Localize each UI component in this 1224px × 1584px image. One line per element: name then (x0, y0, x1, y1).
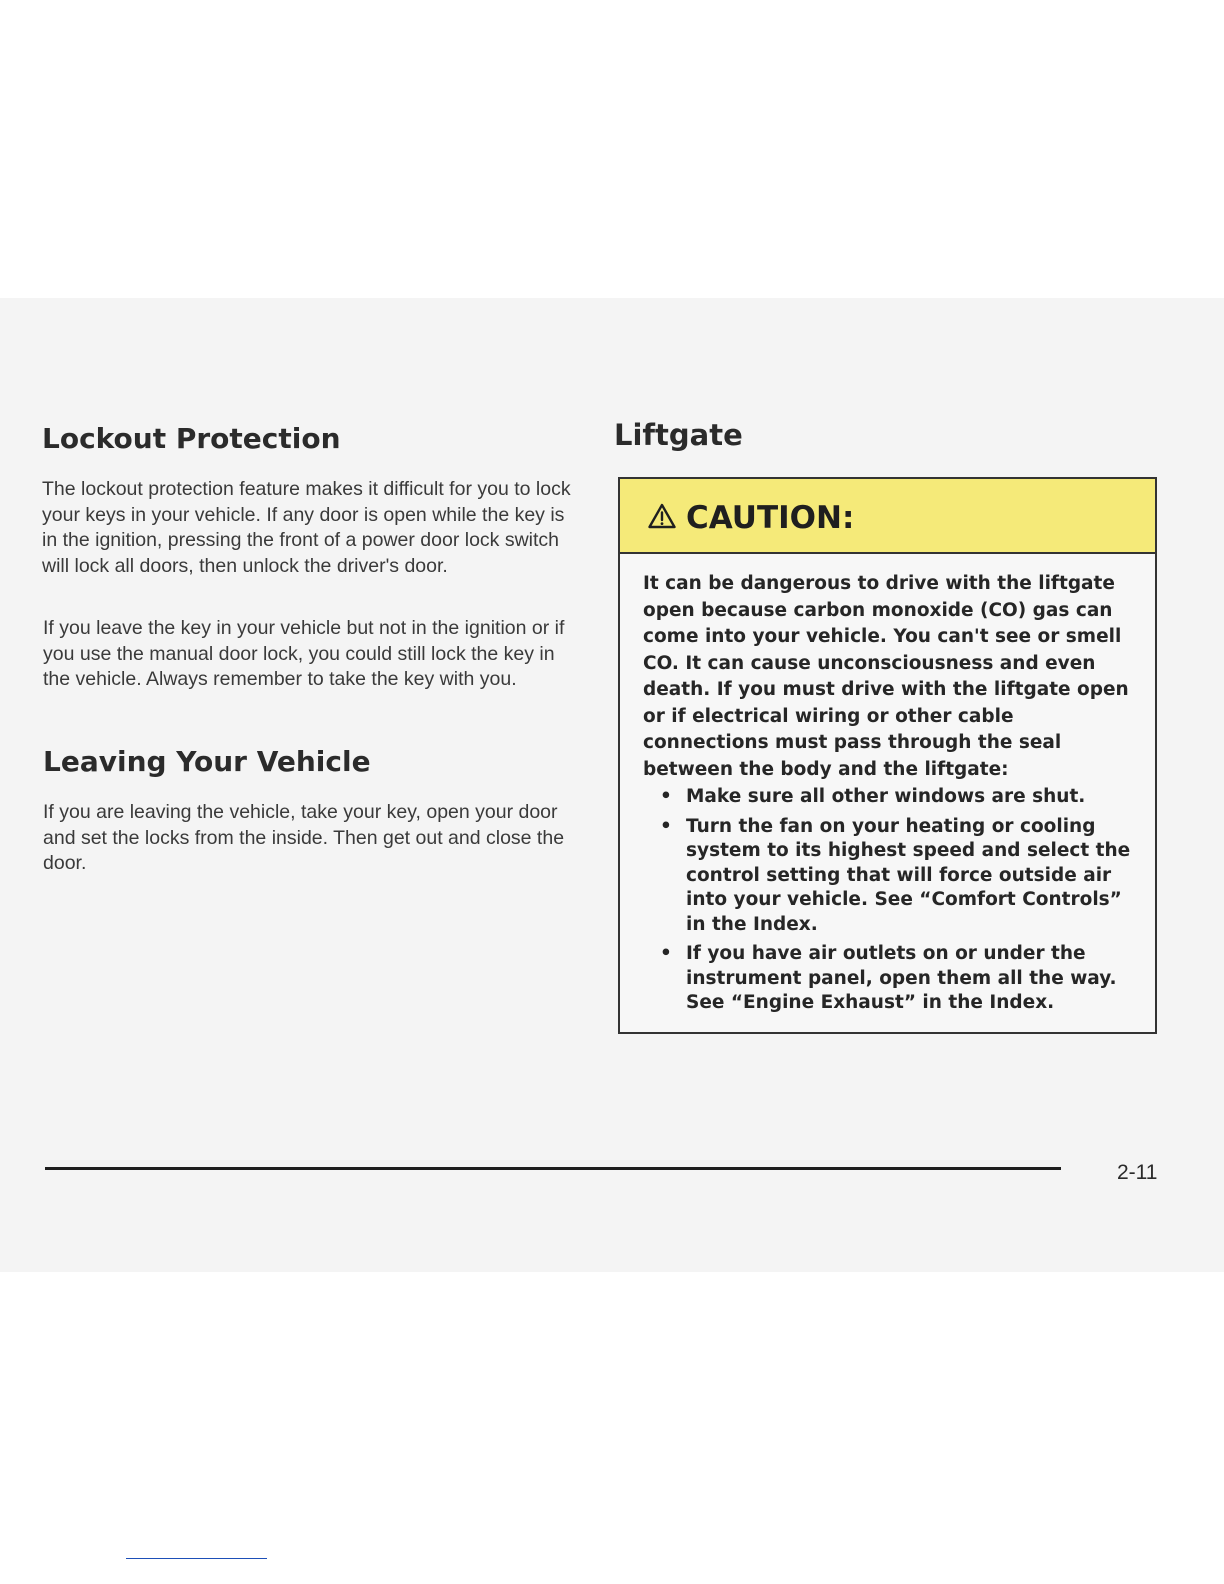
link-underline (126, 1558, 267, 1559)
footer-rule (45, 1167, 1061, 1170)
caution-header (620, 479, 1155, 554)
page-number: 2-11 (1117, 1161, 1158, 1184)
leaving-your-vehicle-paragraph: If you are leaving the vehicle, take your key, open your door and set the locks from the inside. Then get out and close the door. (43, 801, 565, 874)
caution-bullet-list (660, 785, 1140, 1021)
lockout-protection-heading: Lockout Protection (42, 422, 341, 455)
caution-title: CAUTION: (686, 500, 855, 536)
caution-box (618, 477, 1157, 1034)
lockout-protection-paragraph-1: The lockout protection feature makes it difficult for you to lock your keys in your vehicle. If any door is open while the key is in the ignition, pressing the front of a power door lock switch will lock all doors, then unlock the driver's door. (42, 478, 571, 577)
list-item (660, 785, 1140, 810)
list-item-text: Make sure all other windows are shut. (686, 786, 1086, 807)
list-item (660, 942, 1140, 1016)
caution-body-text: It can be dangerous to drive with the liftgate open because carbon monoxide (CO) gas can come into your vehicle. You can't see or smell CO. It can cause unconsciousness and even death. If you must drive with the liftgate open or if electrical wiring or other cable connections must pass through the seal between the body and the liftgate: (643, 573, 1129, 780)
lockout-protection-paragraph-2: If you leave the key in your vehicle but not in the ignition or if you use the manual door lock, you could still lock the key in the vehicle. Always remember to take the key with you. (43, 617, 565, 690)
list-item-text: Turn the fan on your heating or cooling system to its highest speed and select the control setting that will force outside air into your vehicle. See “Comfort Controls” in the Index. (686, 815, 1131, 935)
leaving-your-vehicle-heading: Leaving Your Vehicle (43, 745, 371, 778)
list-item (660, 815, 1140, 938)
bullet-icon: • (660, 786, 672, 807)
bullet-icon: • (660, 943, 672, 964)
bullet-icon: • (660, 815, 672, 837)
liftgate-heading: Liftgate (614, 418, 743, 452)
warning-triangle-icon (648, 503, 676, 529)
list-item-text: If you have air outlets on or under the instrument panel, open them all the way. See “Engine Exhaust” in the Index. (686, 943, 1117, 1013)
